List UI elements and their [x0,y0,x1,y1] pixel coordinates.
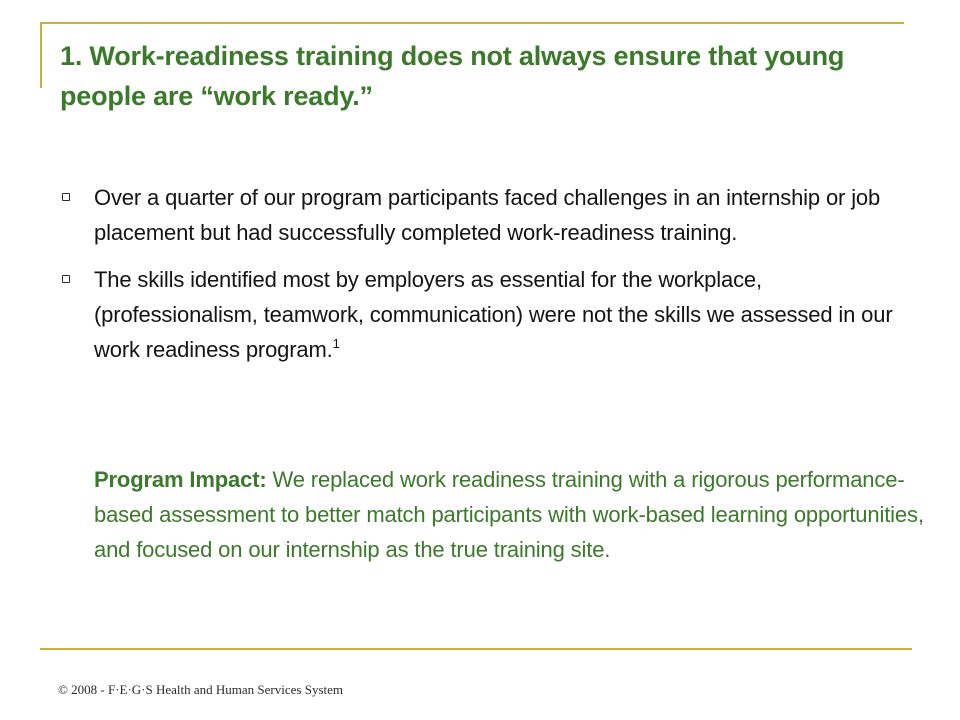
title-frame-left-rule [40,22,42,88]
footer-rule [40,648,912,650]
footnote-superscript: 1 [332,336,340,351]
program-impact-paragraph [94,462,934,567]
bullet-text: Over a quarter of our program participants faced challenges in an internship or job placement but had successfully completed work-readiness training. [94,185,881,245]
copyright-notice: © 2008 - F·E·G·S Health and Human Services System [58,682,343,697]
bullet-text: The skills identified most by employers as essential for the workplace, (professionalism, teamwork, communication) were not the skills we assessed in our work readiness program. [94,267,893,362]
bullet-list [60,180,920,379]
program-impact-text: We replaced work readiness training with a rigorous performance-based assessment to better match participants with work-based learning opportunities, and focused on our internship as the true training site. [94,467,924,562]
slide-title: 1. Work-readiness training does not always ensure that young people are “work ready.” [60,41,845,111]
bullet-item [60,180,920,250]
hollow-square-bullet-icon [62,193,70,201]
hollow-square-bullet-icon [62,275,70,283]
program-impact-label: Program Impact: [94,467,267,492]
bullet-item [60,262,920,367]
title-frame-top-rule [40,22,904,24]
